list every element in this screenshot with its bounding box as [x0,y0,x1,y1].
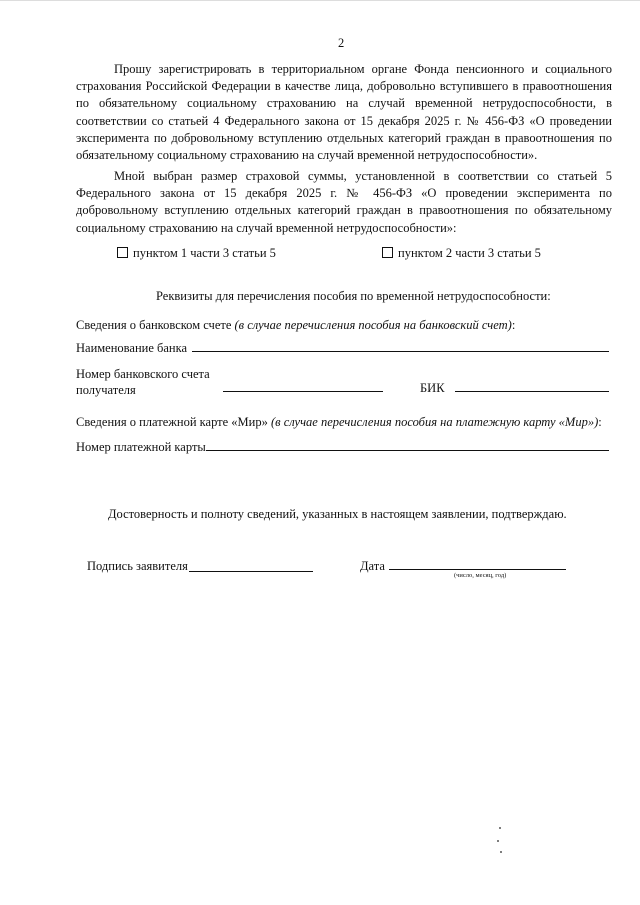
top-border [0,0,640,1]
bank-account-intro [76,318,515,333]
date-field[interactable] [389,569,566,570]
scan-speck [497,840,499,842]
account-number-label-line2: получателя [76,383,136,397]
page-number: 2 [338,36,345,50]
card-number-label: Номер платежной карты [76,440,206,454]
date-label: Дата [360,559,385,573]
option-1-checkbox[interactable] [117,247,128,258]
bank-name-label: Наименование банка [76,341,188,355]
card-number-field[interactable] [206,450,609,451]
requisites-heading: Реквизиты для перечисления пособия по временной нетрудоспособности: [156,289,551,303]
option-2-checkbox[interactable] [382,247,393,258]
bank-account-intro-colon: : [511,318,516,332]
signature-label: Подпись заявителя [87,559,188,573]
scan-speck [499,827,501,829]
option-1-label: пунктом 1 части 3 статьи 5 [133,246,276,260]
card-intro-text: Сведения о платежной карте «Мир» [76,415,268,429]
signature-field[interactable] [189,571,313,572]
bank-name-field[interactable] [192,351,609,352]
date-hint: (число, месяц, год) [454,572,507,579]
insurance-sum-paragraph: Мной выбран размер страховой суммы, установленной в соответствии со статьей 5 Федерального закона от 15 декабря 2025 г. № 456-ФЗ «О проведении эксперимента по добровольному вступлению отдельных категорий граждан в правоотношения по обязательному социальному страхованию на случай временной нетрудоспособности»: [76,169,612,235]
bik-field[interactable] [455,391,609,392]
account-number-label-line1: Номер банковского счета [76,367,210,381]
account-number-field[interactable] [223,391,383,392]
option-2[interactable] [382,246,541,261]
card-intro-colon: : [598,415,602,429]
bik-label: БИК [420,381,445,395]
option-1[interactable] [117,246,276,261]
bank-account-intro-note: (в случае перечисления пособия на банковский счет) [234,318,512,332]
card-intro [76,415,602,430]
scan-speck [500,851,502,853]
card-intro-note: (в случае перечисления пособия на платежную карту «Мир») [270,415,599,429]
confirmation-text: Достоверность и полноту сведений, указанных в настоящем заявлении, подтверждаю. [108,507,567,521]
bank-account-intro-text: Сведения о банковском счете [76,318,232,332]
option-2-label: пунктом 2 части 3 статьи 5 [398,246,541,260]
registration-request-paragraph: Прошу зарегистрировать в территориальном органе Фонда пенсионного и социального страхования Российской Федерации в качестве лица, добровольно вступившего в правоотношения по обязательному социальному страхованию на случай временной нетрудоспособности, в соответствии со статьей 4 Федерального закона от 15 декабря 2025 г. № 456-ФЗ «О проведении эксперимента по добровольному вступлению отдельных категорий граждан в правоотношения по обязательному социальному страхованию на случай временной нетрудоспособности». [76,62,612,163]
